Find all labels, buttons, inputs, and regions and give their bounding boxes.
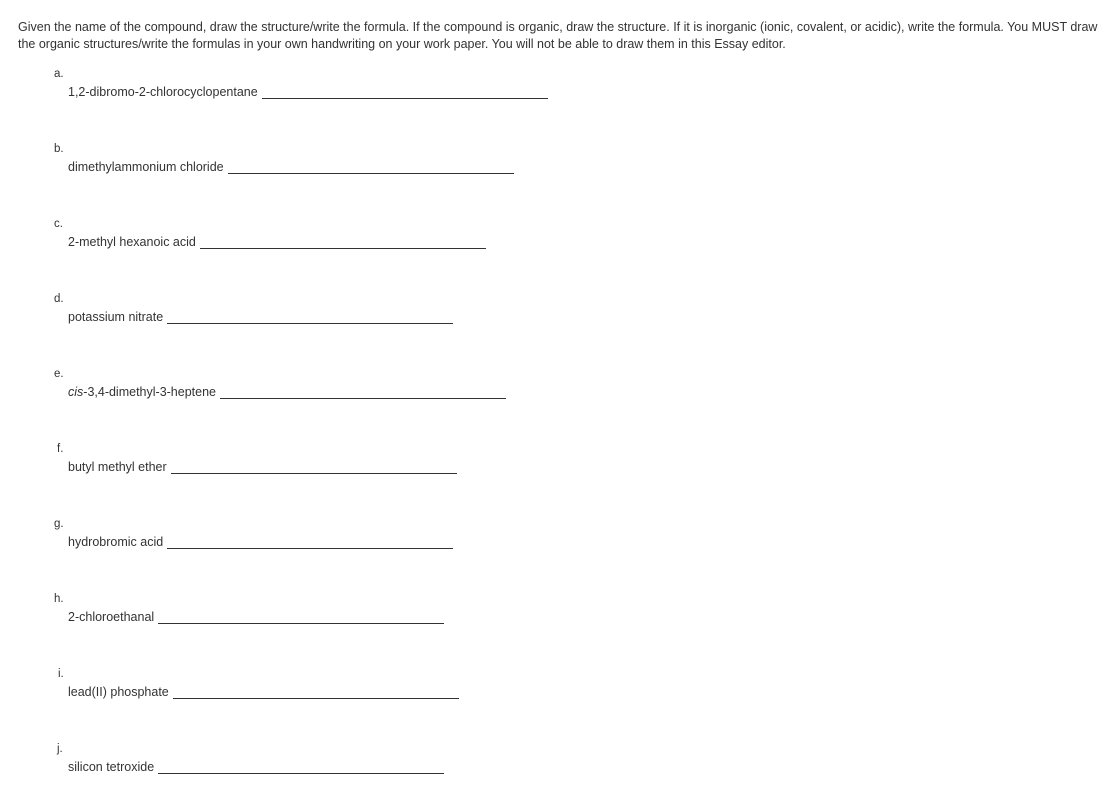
item-letter: e.	[54, 368, 64, 380]
item-letter: c.	[54, 218, 63, 230]
question-item-g	[0, 518, 1117, 558]
compound-name: lead(II) phosphate	[68, 685, 169, 699]
answer-blank	[173, 686, 459, 699]
compound-name: silicon tetroxide	[68, 760, 155, 774]
question-item-i	[0, 668, 1117, 708]
compound-name: butyl methyl ether	[68, 460, 167, 474]
item-letter: h.	[54, 593, 64, 605]
compound-name: cis-3,4-dimethyl-3-heptene	[68, 385, 216, 399]
item-letter: d.	[54, 293, 64, 305]
item-letter: i.	[58, 668, 64, 680]
compound-name: potassium nitrate	[68, 310, 164, 324]
question-item-h	[0, 593, 1117, 633]
answer-blank	[167, 311, 453, 324]
compound-name: 1,2-dibromo-2-chlorocyclopentane	[68, 85, 258, 99]
question-item-e	[0, 368, 1117, 408]
item-letter: f.	[57, 443, 64, 455]
item-letter: g.	[54, 518, 64, 530]
compound-name: 2-methyl hexanoic acid	[68, 235, 196, 249]
compound-name: 2-chloroethanal	[68, 610, 155, 624]
item-letter: a.	[54, 68, 64, 80]
question-item-b	[0, 143, 1117, 183]
question-item-j	[0, 743, 1117, 783]
instructions-text: Given the name of the compound, draw the structure/write the formula. If the compound is organic, draw the structure. If it is inorganic (ionic, covalent, or acidic), write the formula. You MUST draw the organic structures/write the formulas in your own handwriting on your work paper. You will not be able to draw them in this Essay editor.	[18, 20, 1098, 51]
answer-blank	[200, 236, 486, 249]
compound-name: hydrobromic acid	[68, 535, 164, 549]
question-item-f	[0, 443, 1117, 483]
answer-blank	[220, 386, 506, 399]
answer-blank	[171, 461, 457, 474]
item-letter: j.	[57, 743, 63, 755]
item-letter: b.	[54, 143, 64, 155]
question-item-c	[0, 218, 1117, 258]
answer-blank	[167, 536, 453, 549]
answer-blank	[262, 86, 548, 99]
answer-blank	[158, 761, 444, 774]
question-item-d	[0, 293, 1117, 333]
answer-blank	[228, 161, 514, 174]
compound-name: dimethylammonium chloride	[68, 160, 224, 174]
question-item-a	[0, 68, 1117, 108]
answer-blank	[158, 611, 444, 624]
